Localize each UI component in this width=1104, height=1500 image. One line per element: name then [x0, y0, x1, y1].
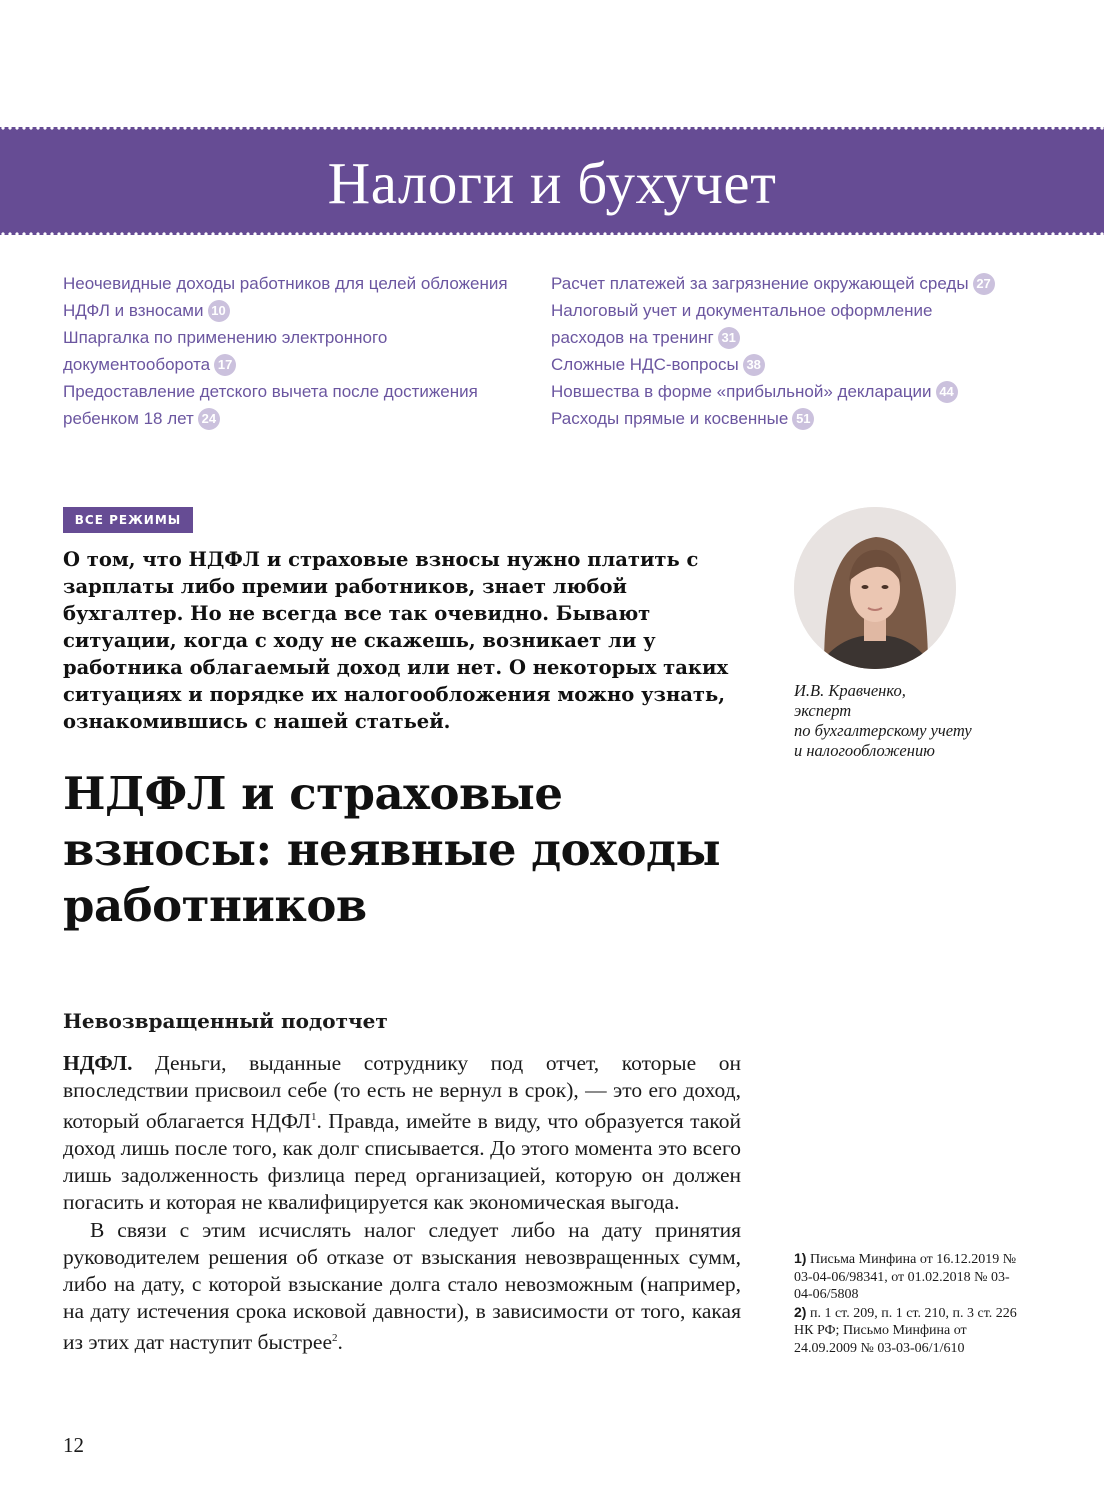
footnotes: [794, 1250, 1024, 1357]
toc-item[interactable]: [551, 405, 1001, 432]
toc-item-text: Предоставление детского вычета после достижения ребенком 18 лет: [63, 382, 478, 428]
toc-item-text: Налоговый учет и документальное оформление расходов на тренинг: [551, 301, 933, 347]
paragraph-text: Деньги, выданные сотруднику под отчет, которые он впоследствии присвоил себе (то есть не вернул в срок), — это его доход, который облагается НДФЛ: [63, 1051, 741, 1134]
toc-item[interactable]: [551, 297, 1001, 351]
toc-item-text: Расчет платежей за загрязнение окружающей среды: [551, 274, 969, 293]
toc-left-column: [63, 270, 513, 432]
author-caption: [794, 681, 1054, 761]
body-paragraph: [63, 1217, 741, 1356]
page-badge: 38: [743, 354, 765, 376]
banner-edge-bottom: [0, 232, 1104, 236]
page-badge: 17: [214, 354, 236, 376]
section-title: Налоги и бухучет: [327, 150, 777, 216]
body-paragraph: [63, 1050, 741, 1216]
page-badge: 51: [792, 408, 814, 430]
toc-right-column: [551, 270, 1001, 432]
paragraph-lead-word: НДФЛ.: [63, 1051, 133, 1075]
regime-tag: ВСЕ РЕЖИМЫ: [63, 507, 193, 533]
article-body: [63, 1050, 741, 1356]
page-number: 12: [63, 1433, 84, 1457]
footnote-number: 1): [794, 1250, 807, 1266]
toc-item[interactable]: [63, 378, 513, 432]
author-role: по бухгалтерскому учету: [794, 721, 972, 740]
article-lead: О том, что НДФЛ и страховые взносы нужно платить с зарплаты либо премии работников, знает любой бухгалтер. Но не всегда все так очевидно. Бывают ситуации, когда с ходу не скажешь, возникает ли у работника облагаемый доход или нет. О некоторых таких ситуациях и порядке их налогообложения можно узнать, ознакомившись с нашей статьей.: [63, 548, 729, 733]
page-badge: 44: [936, 381, 958, 403]
toc-item-text: Сложные НДС-вопросы: [551, 355, 739, 374]
footnote-text: п. 1 ст. 209, п. 1 ст. 210, п. 3 ст. 226 НК РФ; Письмо Минфина от 24.09.2009 № 03-03-06/1/610: [794, 1305, 1017, 1356]
author-name: И.В. Кравченко,: [794, 681, 906, 700]
footnote: [794, 1250, 1024, 1304]
article-title: НДФЛ и страховые взносы: неявные доходы работников: [63, 767, 721, 932]
author-photo: [794, 507, 956, 669]
section-banner: [0, 127, 1104, 235]
toc-item-text: Расходы прямые и косвенные: [551, 409, 789, 428]
footnote-number: 2): [794, 1303, 807, 1320]
toc-item[interactable]: [551, 378, 1001, 405]
footnote-ref[interactable]: 1: [310, 1111, 317, 1123]
footnote-ref[interactable]: 2: [331, 1332, 338, 1345]
paragraph-text: В связи с этим исчислять налог следует либо на дату принятия руководителем решения об отказе от взыскания невозвращенных сумм, либо на дату, с которой взыскание долга стало невозможным (например, на дату истечения срока исковой давности), в зависимости от того, какая из этих дат наступит быстрее: [63, 1218, 741, 1355]
toc-item[interactable]: [551, 270, 1001, 297]
author-role: и налогообложению: [794, 741, 935, 760]
toc-item-text: Шпаргалка по применению электронного документооборота: [63, 328, 388, 374]
footnote: [794, 1304, 1024, 1358]
section-subhead: Невозвращенный подотчет: [63, 1009, 388, 1033]
paragraph-text: . Правда, имейте в виду, что образуется такой доход лишь после того, как долг списывается. До этого момента это всего лишь задолженность физлица перед организацией, которую он должен погасить и которая не квалифицируется как экономическая выгода.: [63, 1109, 741, 1215]
toc-item[interactable]: [551, 351, 1001, 378]
author-role: эксперт: [794, 701, 852, 720]
toc-item-text: Новшества в форме «прибыльной» декларации: [551, 382, 932, 401]
page-badge: 24: [198, 408, 220, 430]
page-badge: 27: [973, 273, 995, 295]
paragraph-text: .: [337, 1330, 343, 1355]
page-badge: 31: [718, 327, 740, 349]
toc-item[interactable]: [63, 324, 513, 378]
footnote-text: Письма Минфина от 16.12.2019 № 03-04-06/98341, от 01.02.2018 № 03-04-06/5808: [794, 1252, 1017, 1302]
author-portrait-icon: [794, 507, 956, 669]
page-badge: 10: [208, 300, 230, 322]
toc-item[interactable]: [63, 270, 513, 324]
banner-edge-top: [0, 126, 1104, 130]
toc-item-text: Неочевидные доходы работников для целей обложения НДФЛ и взносами: [63, 274, 508, 320]
